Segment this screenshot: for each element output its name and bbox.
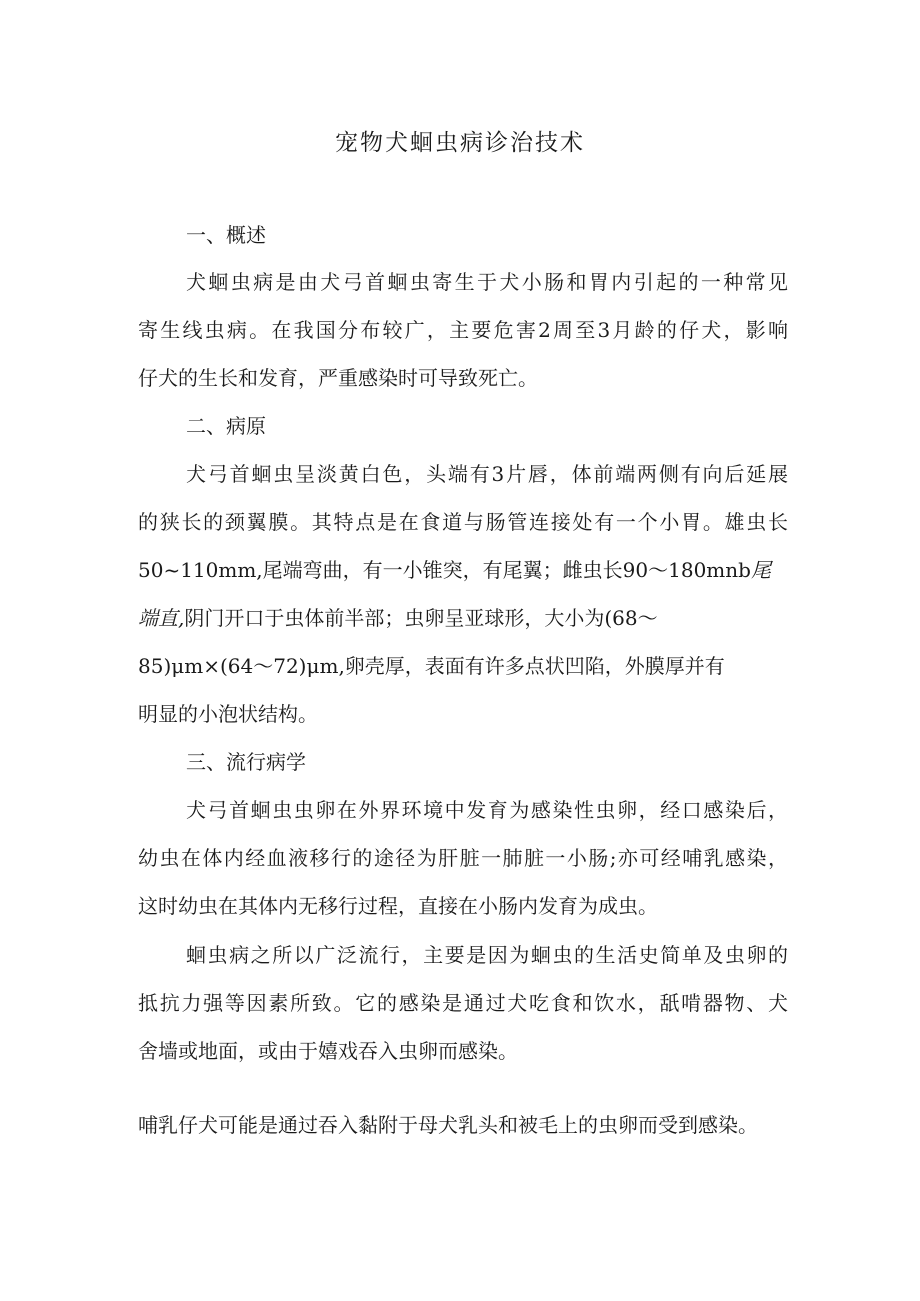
paragraph-line: 抵抗力强等因素所致。它的感染是通过犬吃食和饮水，舐啃器物、犬 [138, 991, 788, 1015]
paragraph-line: 85)μm×(64～72)μm,卵壳厚，表面有许多点状凹陷，外膜厚并有 [138, 654, 725, 678]
document-title: 宠物犬蛔虫病诊治技术 [335, 130, 585, 156]
text-segment: 阴门开口于虫体前半部；虫卵呈亚球形，大小为(68～ [184, 606, 658, 630]
paragraph-line [138, 555, 788, 585]
section-heading-overview: 一、概述 [186, 223, 266, 247]
paragraph-line: 哺乳仔犬可能是通过吞入黏附于母犬乳头和被毛上的虫卵而受到感染。 [138, 1113, 758, 1137]
section-heading-epidemiology: 三、流行病学 [186, 750, 306, 774]
paragraph-line: 舍墙或地面，或由于嬉戏吞入虫卵而感染。 [138, 1039, 518, 1063]
paragraph-line: 蛔虫病之所以广泛流行，主要是因为蛔虫的生活史简单及虫卵的 [186, 943, 788, 967]
paragraph-line: 幼虫在体内经血液移行的途径为肝脏一肺脏一小肠;亦可经哺乳感染， [138, 846, 788, 870]
text-segment: 50~110mm,尾端弯曲，有一小锥突，有尾翼；雌虫长90～180mnb [138, 558, 751, 582]
paragraph-line: 犬弓首蛔虫虫卵在外界环境中发育为感染性虫卵，经口感染后， [186, 798, 788, 822]
paragraph-line: 犬弓首蛔虫呈淡黄白色，头端有3片唇，体前端两侧有向后延展 [186, 462, 788, 486]
paragraph-line: 寄生线虫病。在我国分布较广，主要危害2周至3月龄的仔犬，影响 [138, 318, 788, 342]
paragraph-line: 仔犬的生长和发育，严重感染时可导致死亡。 [138, 366, 538, 390]
paragraph-line: 的狭长的颈翼膜。其特点是在食道与肠管连接处有一个小胃。雄虫长 [138, 510, 788, 534]
paragraph-line: 犬蛔虫病是由犬弓首蛔虫寄生于犬小肠和胃内引起的一种常见 [186, 270, 788, 294]
italic-text: 尾 [750, 558, 771, 582]
italic-text: 端直, [138, 606, 185, 630]
paragraph-line: 明显的小泡状结构。 [138, 702, 318, 726]
paragraph-line [138, 603, 788, 633]
section-heading-pathogen: 二、病原 [186, 414, 266, 438]
paragraph-line: 这时幼虫在其体内无移行过程，直接在小肠内发育为成虫。 [138, 894, 658, 918]
